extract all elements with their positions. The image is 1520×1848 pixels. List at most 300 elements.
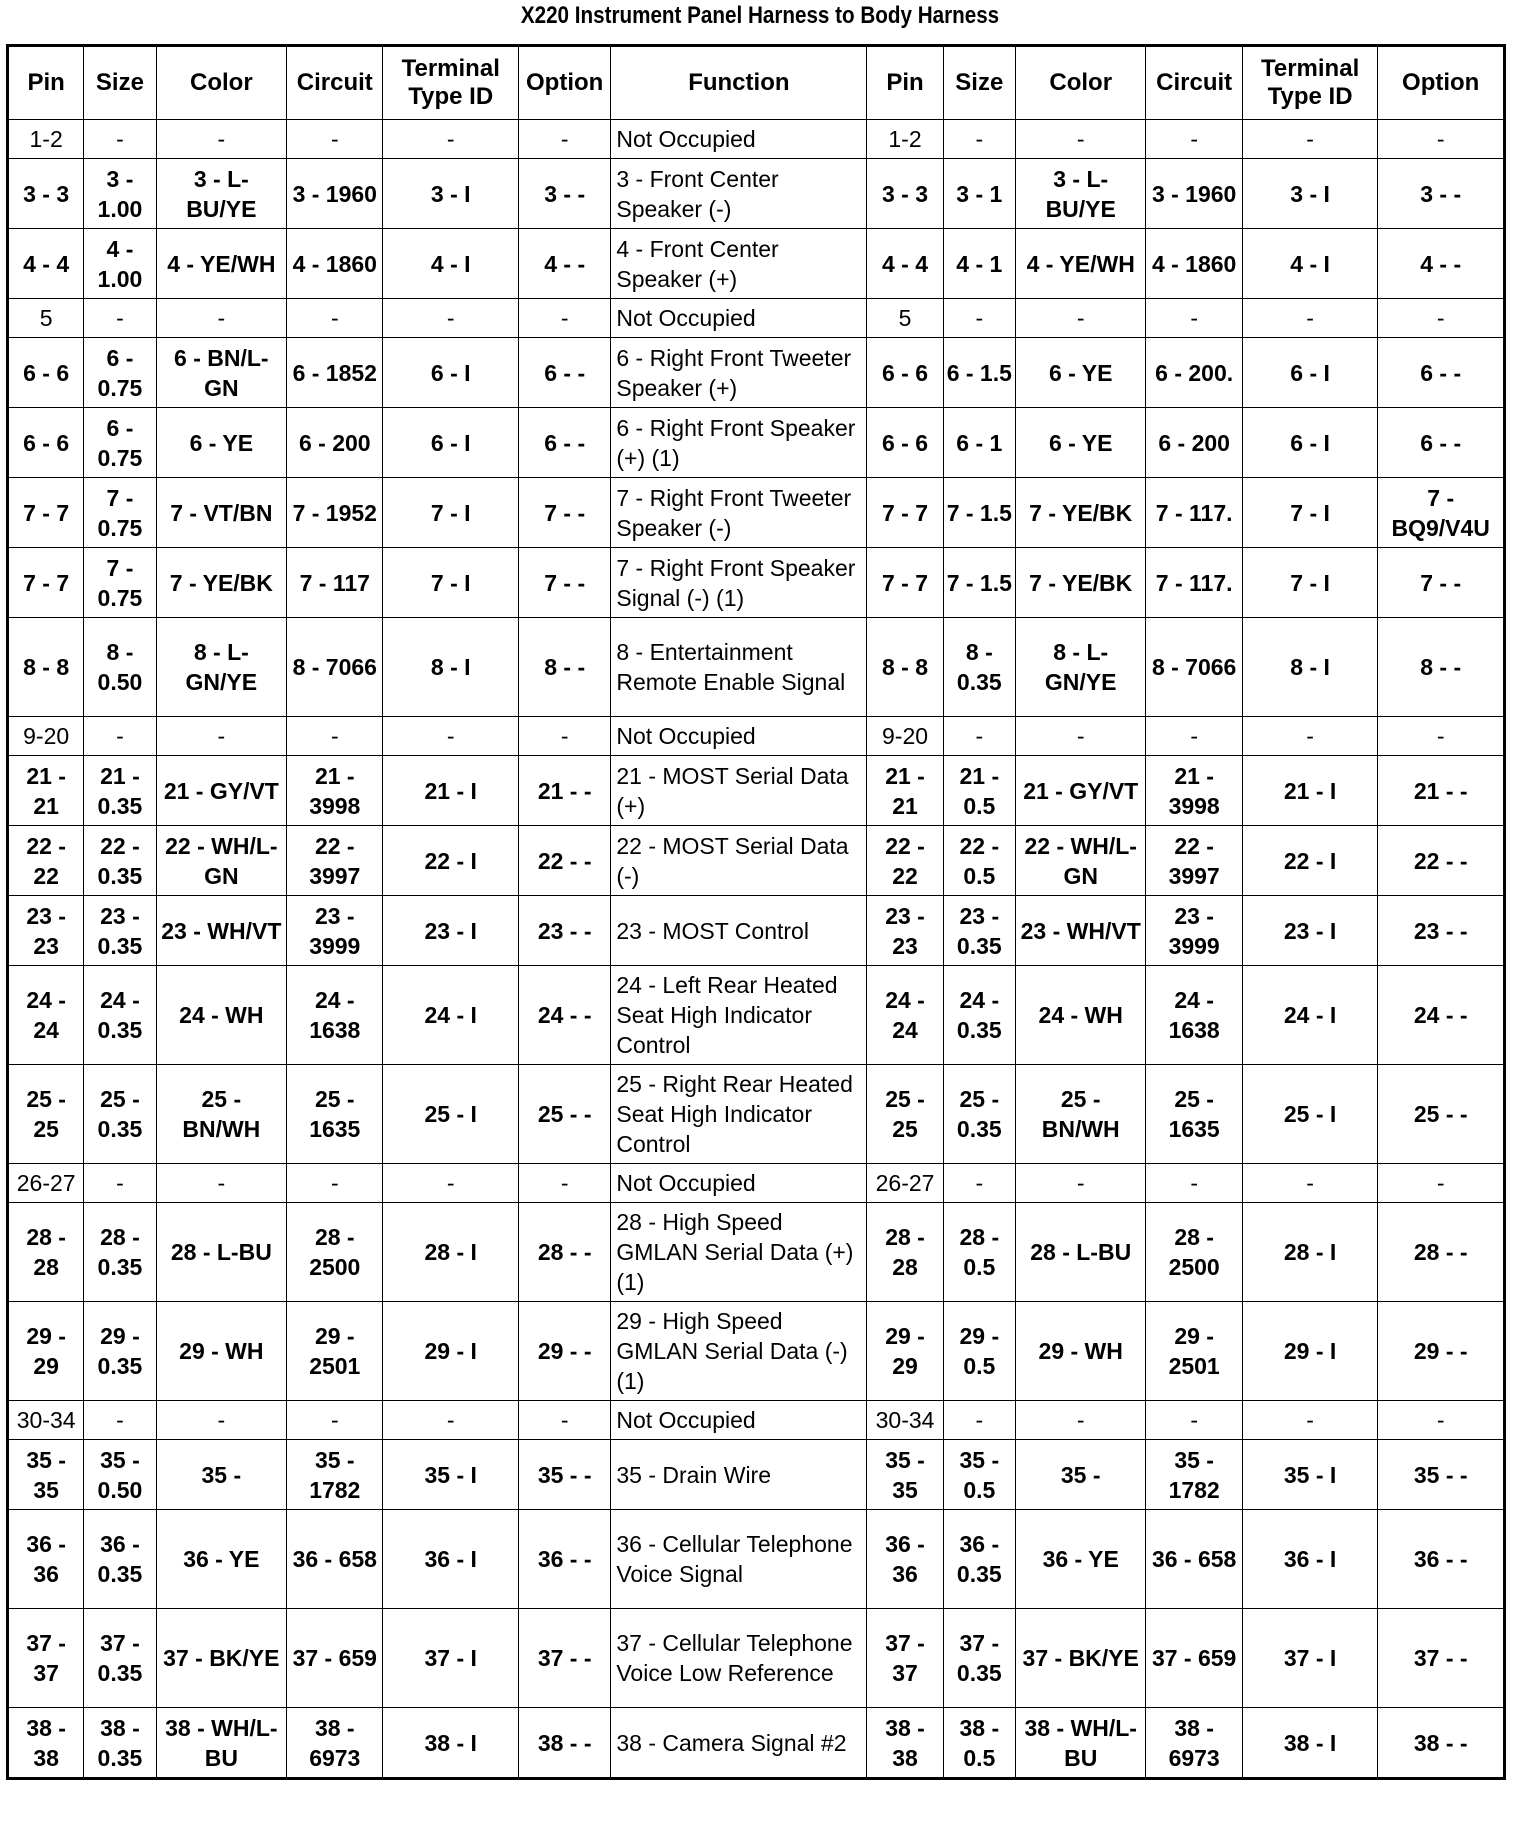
color-cell-2: -: [1015, 299, 1146, 338]
terminal-type-cell-2: 7 - I: [1242, 548, 1378, 618]
circuit-cell: -: [287, 1401, 383, 1440]
header-pin: Pin: [8, 46, 84, 120]
function-cell: 7 - Right Front Speaker Signal (-) (1): [611, 548, 867, 618]
pin-cell: 23 - 23: [8, 896, 84, 966]
pin-cell-2: 21 - 21: [867, 756, 943, 826]
size-cell-2: -: [943, 717, 1015, 756]
color-cell: 35 -: [156, 1440, 287, 1510]
color-cell: 7 - YE/BK: [156, 548, 287, 618]
option-cell: 7 - -: [519, 478, 611, 548]
circuit-cell-2: 22 - 3997: [1146, 826, 1242, 896]
pin-cell-2: 28 - 28: [867, 1203, 943, 1302]
terminal-type-cell-2: 7 - I: [1242, 478, 1378, 548]
option-cell-2: -: [1378, 299, 1505, 338]
color-cell: 7 - VT/BN: [156, 478, 287, 548]
terminal-type-cell: 4 - I: [383, 229, 519, 299]
circuit-cell: 8 - 7066: [287, 618, 383, 717]
size-cell: 22 - 0.35: [84, 826, 156, 896]
option-cell-2: 6 - -: [1378, 338, 1505, 408]
color-cell-2: -: [1015, 1164, 1146, 1203]
pin-cell-2: 24 - 24: [867, 966, 943, 1065]
table-row: [8, 1510, 1505, 1609]
circuit-cell-2: 37 - 659: [1146, 1609, 1242, 1708]
pin-cell-2: 37 - 37: [867, 1609, 943, 1708]
table-row: [8, 896, 1505, 966]
pin-cell: 5: [8, 299, 84, 338]
color-cell-2: 38 - WH/L-BU: [1015, 1708, 1146, 1779]
terminal-type-cell: 3 - I: [383, 159, 519, 229]
size-cell-2: 24 - 0.35: [943, 966, 1015, 1065]
function-cell: 36 - Cellular Telephone Voice Signal: [611, 1510, 867, 1609]
pin-cell-2: 23 - 23: [867, 896, 943, 966]
terminal-type-cell: 8 - I: [383, 618, 519, 717]
pin-cell: 6 - 6: [8, 408, 84, 478]
circuit-cell: 21 - 3998: [287, 756, 383, 826]
pin-cell: 28 - 28: [8, 1203, 84, 1302]
function-cell: 21 - MOST Serial Data (+): [611, 756, 867, 826]
circuit-cell-2: 3 - 1960: [1146, 159, 1242, 229]
circuit-cell-2: 7 - 117.: [1146, 548, 1242, 618]
option-cell-2: 7 - BQ9/V4U: [1378, 478, 1505, 548]
color-cell: -: [156, 1401, 287, 1440]
header-size: Size: [84, 46, 156, 120]
pin-cell-2: 7 - 7: [867, 548, 943, 618]
color-cell-2: 28 - L-BU: [1015, 1203, 1146, 1302]
option-cell: 29 - -: [519, 1302, 611, 1401]
terminal-type-cell-2: 25 - I: [1242, 1065, 1378, 1164]
circuit-cell-2: 4 - 1860: [1146, 229, 1242, 299]
pin-cell-2: 26-27: [867, 1164, 943, 1203]
option-cell-2: 3 - -: [1378, 159, 1505, 229]
function-cell: 8 - Entertainment Remote Enable Signal: [611, 618, 867, 717]
circuit-cell: 22 - 3997: [287, 826, 383, 896]
circuit-cell-2: 6 - 200: [1146, 408, 1242, 478]
color-cell-2: -: [1015, 1401, 1146, 1440]
color-cell-2: 21 - GY/VT: [1015, 756, 1146, 826]
size-cell: 3 - 1.00: [84, 159, 156, 229]
size-cell-2: -: [943, 1164, 1015, 1203]
color-cell: 22 - WH/L-GN: [156, 826, 287, 896]
table-header-row: [8, 46, 1505, 120]
circuit-cell: 24 - 1638: [287, 966, 383, 1065]
pin-cell-2: 30-34: [867, 1401, 943, 1440]
circuit-cell-2: -: [1146, 1164, 1242, 1203]
terminal-type-cell-2: 8 - I: [1242, 618, 1378, 717]
color-cell-2: 8 - L-GN/YE: [1015, 618, 1146, 717]
terminal-type-cell: 29 - I: [383, 1302, 519, 1401]
function-cell: 35 - Drain Wire: [611, 1440, 867, 1510]
terminal-type-cell-2: 28 - I: [1242, 1203, 1378, 1302]
color-cell-2: 25 - BN/WH: [1015, 1065, 1146, 1164]
option-cell: 24 - -: [519, 966, 611, 1065]
terminal-type-cell: -: [383, 1401, 519, 1440]
option-cell-2: -: [1378, 1164, 1505, 1203]
function-cell: 6 - Right Front Speaker (+) (1): [611, 408, 867, 478]
header-terminal-type-id-2: Terminal Type ID: [1242, 46, 1378, 120]
header-color: Color: [156, 46, 287, 120]
table-row: [8, 756, 1505, 826]
option-cell: 37 - -: [519, 1609, 611, 1708]
table-row: [8, 1401, 1505, 1440]
terminal-type-cell: 6 - I: [383, 338, 519, 408]
pin-cell: 26-27: [8, 1164, 84, 1203]
option-cell: 22 - -: [519, 826, 611, 896]
option-cell: 6 - -: [519, 408, 611, 478]
function-cell: 4 - Front Center Speaker (+): [611, 229, 867, 299]
color-cell: 3 - L-BU/YE: [156, 159, 287, 229]
color-cell-2: 3 - L-BU/YE: [1015, 159, 1146, 229]
pin-cell-2: 25 - 25: [867, 1065, 943, 1164]
color-cell-2: 7 - YE/BK: [1015, 548, 1146, 618]
color-cell: 25 - BN/WH: [156, 1065, 287, 1164]
option-cell: 6 - -: [519, 338, 611, 408]
color-cell: -: [156, 120, 287, 159]
size-cell: 37 - 0.35: [84, 1609, 156, 1708]
header-terminal-type-id: Terminal Type ID: [383, 46, 519, 120]
option-cell: -: [519, 299, 611, 338]
pin-cell: 9-20: [8, 717, 84, 756]
circuit-cell: 7 - 117: [287, 548, 383, 618]
size-cell-2: 8 - 0.35: [943, 618, 1015, 717]
terminal-type-cell-2: 23 - I: [1242, 896, 1378, 966]
size-cell: 6 - 0.75: [84, 338, 156, 408]
pin-cell: 24 - 24: [8, 966, 84, 1065]
size-cell-2: 22 - 0.5: [943, 826, 1015, 896]
pin-cell: 22 - 22: [8, 826, 84, 896]
table-row: [8, 717, 1505, 756]
circuit-cell: 35 - 1782: [287, 1440, 383, 1510]
table-row: [8, 120, 1505, 159]
harness-table: [6, 44, 1506, 1780]
color-cell: 4 - YE/WH: [156, 229, 287, 299]
terminal-type-cell: -: [383, 1164, 519, 1203]
color-cell: 37 - BK/YE: [156, 1609, 287, 1708]
terminal-type-cell: 37 - I: [383, 1609, 519, 1708]
circuit-cell-2: -: [1146, 717, 1242, 756]
header-option: Option: [519, 46, 611, 120]
pin-cell: 6 - 6: [8, 338, 84, 408]
color-cell-2: 29 - WH: [1015, 1302, 1146, 1401]
terminal-type-cell: -: [383, 120, 519, 159]
size-cell-2: 6 - 1: [943, 408, 1015, 478]
color-cell: 8 - L-GN/YE: [156, 618, 287, 717]
option-cell-2: -: [1378, 717, 1505, 756]
terminal-type-cell-2: -: [1242, 1401, 1378, 1440]
table-row: [8, 478, 1505, 548]
table-row: [8, 1708, 1505, 1779]
pin-cell-2: 36 - 36: [867, 1510, 943, 1609]
option-cell: 38 - -: [519, 1708, 611, 1779]
size-cell: -: [84, 1401, 156, 1440]
circuit-cell-2: 25 - 1635: [1146, 1065, 1242, 1164]
table-row: [8, 826, 1505, 896]
circuit-cell-2: 23 - 3999: [1146, 896, 1242, 966]
circuit-cell: 23 - 3999: [287, 896, 383, 966]
table-row: [8, 1609, 1505, 1708]
circuit-cell-2: 7 - 117.: [1146, 478, 1242, 548]
circuit-cell-2: -: [1146, 120, 1242, 159]
table-row: [8, 1203, 1505, 1302]
option-cell-2: 38 - -: [1378, 1708, 1505, 1779]
terminal-type-cell-2: -: [1242, 1164, 1378, 1203]
pin-cell: 21 - 21: [8, 756, 84, 826]
circuit-cell-2: 36 - 658: [1146, 1510, 1242, 1609]
table-row: [8, 299, 1505, 338]
color-cell: 6 - BN/L-GN: [156, 338, 287, 408]
color-cell-2: 35 -: [1015, 1440, 1146, 1510]
size-cell-2: 37 - 0.35: [943, 1609, 1015, 1708]
size-cell-2: 3 - 1: [943, 159, 1015, 229]
option-cell-2: 7 - -: [1378, 548, 1505, 618]
color-cell: 36 - YE: [156, 1510, 287, 1609]
size-cell-2: 25 - 0.35: [943, 1065, 1015, 1164]
pin-cell-2: 5: [867, 299, 943, 338]
pin-cell: 7 - 7: [8, 548, 84, 618]
color-cell: 24 - WH: [156, 966, 287, 1065]
size-cell-2: -: [943, 1401, 1015, 1440]
circuit-cell-2: 38 - 6973: [1146, 1708, 1242, 1779]
function-cell: 38 - Camera Signal #2: [611, 1708, 867, 1779]
terminal-type-cell: 7 - I: [383, 478, 519, 548]
circuit-cell: 38 - 6973: [287, 1708, 383, 1779]
circuit-cell: 6 - 1852: [287, 338, 383, 408]
size-cell: 28 - 0.35: [84, 1203, 156, 1302]
terminal-type-cell-2: 37 - I: [1242, 1609, 1378, 1708]
option-cell: -: [519, 120, 611, 159]
circuit-cell: 3 - 1960: [287, 159, 383, 229]
size-cell: 8 - 0.50: [84, 618, 156, 717]
circuit-cell: 37 - 659: [287, 1609, 383, 1708]
circuit-cell: 36 - 658: [287, 1510, 383, 1609]
option-cell: -: [519, 717, 611, 756]
pin-cell-2: 6 - 6: [867, 338, 943, 408]
pin-cell-2: 9-20: [867, 717, 943, 756]
option-cell-2: 4 - -: [1378, 229, 1505, 299]
circuit-cell: 25 - 1635: [287, 1065, 383, 1164]
color-cell: -: [156, 299, 287, 338]
terminal-type-cell: 35 - I: [383, 1440, 519, 1510]
option-cell: 3 - -: [519, 159, 611, 229]
color-cell-2: -: [1015, 717, 1146, 756]
color-cell-2: 7 - YE/BK: [1015, 478, 1146, 548]
circuit-cell: -: [287, 1164, 383, 1203]
circuit-cell: 6 - 200: [287, 408, 383, 478]
function-cell: Not Occupied: [611, 1401, 867, 1440]
terminal-type-cell: 21 - I: [383, 756, 519, 826]
size-cell: -: [84, 120, 156, 159]
size-cell-2: 35 - 0.5: [943, 1440, 1015, 1510]
pin-cell-2: 1-2: [867, 120, 943, 159]
circuit-cell-2: 29 - 2501: [1146, 1302, 1242, 1401]
color-cell: -: [156, 717, 287, 756]
pin-cell-2: 35 - 35: [867, 1440, 943, 1510]
option-cell: 8 - -: [519, 618, 611, 717]
header-option-2: Option: [1378, 46, 1505, 120]
terminal-type-cell-2: 36 - I: [1242, 1510, 1378, 1609]
size-cell-2: 6 - 1.5: [943, 338, 1015, 408]
color-cell: 6 - YE: [156, 408, 287, 478]
terminal-type-cell-2: 3 - I: [1242, 159, 1378, 229]
terminal-type-cell: 23 - I: [383, 896, 519, 966]
function-cell: 7 - Right Front Tweeter Speaker (-): [611, 478, 867, 548]
option-cell-2: -: [1378, 1401, 1505, 1440]
terminal-type-cell: 7 - I: [383, 548, 519, 618]
header-pin-2: Pin: [867, 46, 943, 120]
pin-cell: 4 - 4: [8, 229, 84, 299]
option-cell: 28 - -: [519, 1203, 611, 1302]
option-cell: 25 - -: [519, 1065, 611, 1164]
pin-cell: 30-34: [8, 1401, 84, 1440]
color-cell: 28 - L-BU: [156, 1203, 287, 1302]
pin-cell: 8 - 8: [8, 618, 84, 717]
table-row: [8, 1440, 1505, 1510]
size-cell-2: -: [943, 299, 1015, 338]
size-cell-2: 7 - 1.5: [943, 478, 1015, 548]
option-cell-2: 24 - -: [1378, 966, 1505, 1065]
function-cell: 28 - High Speed GMLAN Serial Data (+) (1): [611, 1203, 867, 1302]
option-cell: 36 - -: [519, 1510, 611, 1609]
option-cell-2: 35 - -: [1378, 1440, 1505, 1510]
circuit-cell-2: 21 - 3998: [1146, 756, 1242, 826]
function-cell: Not Occupied: [611, 1164, 867, 1203]
function-cell: 23 - MOST Control: [611, 896, 867, 966]
size-cell: 21 - 0.35: [84, 756, 156, 826]
size-cell: 7 - 0.75: [84, 548, 156, 618]
pin-cell: 25 - 25: [8, 1065, 84, 1164]
pin-cell-2: 4 - 4: [867, 229, 943, 299]
table-row: [8, 548, 1505, 618]
terminal-type-cell-2: 6 - I: [1242, 408, 1378, 478]
option-cell: 4 - -: [519, 229, 611, 299]
option-cell-2: 8 - -: [1378, 618, 1505, 717]
circuit-cell-2: 28 - 2500: [1146, 1203, 1242, 1302]
size-cell: 35 - 0.50: [84, 1440, 156, 1510]
size-cell: 25 - 0.35: [84, 1065, 156, 1164]
header-size-2: Size: [943, 46, 1015, 120]
terminal-type-cell-2: 24 - I: [1242, 966, 1378, 1065]
circuit-cell: -: [287, 299, 383, 338]
pin-cell: 37 - 37: [8, 1609, 84, 1708]
pin-cell-2: 38 - 38: [867, 1708, 943, 1779]
pin-cell-2: 8 - 8: [867, 618, 943, 717]
option-cell: 23 - -: [519, 896, 611, 966]
size-cell: -: [84, 1164, 156, 1203]
function-cell: Not Occupied: [611, 120, 867, 159]
header-circuit-2: Circuit: [1146, 46, 1242, 120]
option-cell: 21 - -: [519, 756, 611, 826]
terminal-type-cell-2: 4 - I: [1242, 229, 1378, 299]
size-cell: 4 - 1.00: [84, 229, 156, 299]
terminal-type-cell: 25 - I: [383, 1065, 519, 1164]
option-cell-2: 36 - -: [1378, 1510, 1505, 1609]
size-cell-2: 38 - 0.5: [943, 1708, 1015, 1779]
color-cell-2: -: [1015, 120, 1146, 159]
color-cell: 21 - GY/VT: [156, 756, 287, 826]
terminal-type-cell: 24 - I: [383, 966, 519, 1065]
function-cell: 24 - Left Rear Heated Seat High Indicator Control: [611, 966, 867, 1065]
option-cell: 35 - -: [519, 1440, 611, 1510]
circuit-cell: 4 - 1860: [287, 229, 383, 299]
header-color-2: Color: [1015, 46, 1146, 120]
size-cell-2: 36 - 0.35: [943, 1510, 1015, 1609]
header-circuit: Circuit: [287, 46, 383, 120]
terminal-type-cell-2: 35 - I: [1242, 1440, 1378, 1510]
table-row: [8, 229, 1505, 299]
option-cell-2: 23 - -: [1378, 896, 1505, 966]
circuit-cell-2: 6 - 200.: [1146, 338, 1242, 408]
color-cell: -: [156, 1164, 287, 1203]
table-row: [8, 1302, 1505, 1401]
size-cell: 29 - 0.35: [84, 1302, 156, 1401]
size-cell: 7 - 0.75: [84, 478, 156, 548]
table-row: [8, 338, 1505, 408]
size-cell: -: [84, 717, 156, 756]
option-cell-2: 21 - -: [1378, 756, 1505, 826]
size-cell: 23 - 0.35: [84, 896, 156, 966]
circuit-cell-2: -: [1146, 299, 1242, 338]
terminal-type-cell: 28 - I: [383, 1203, 519, 1302]
option-cell: 7 - -: [519, 548, 611, 618]
pin-cell: 29 - 29: [8, 1302, 84, 1401]
color-cell: 38 - WH/L-BU: [156, 1708, 287, 1779]
terminal-type-cell-2: 22 - I: [1242, 826, 1378, 896]
terminal-type-cell: -: [383, 299, 519, 338]
circuit-cell: 7 - 1952: [287, 478, 383, 548]
table-row: [8, 1065, 1505, 1164]
table-row: [8, 408, 1505, 478]
function-cell: 25 - Right Rear Heated Seat High Indicator Control: [611, 1065, 867, 1164]
function-cell: 6 - Right Front Tweeter Speaker (+): [611, 338, 867, 408]
pin-cell: 3 - 3: [8, 159, 84, 229]
pin-cell-2: 6 - 6: [867, 408, 943, 478]
color-cell-2: 6 - YE: [1015, 408, 1146, 478]
size-cell: 36 - 0.35: [84, 1510, 156, 1609]
color-cell: 23 - WH/VT: [156, 896, 287, 966]
size-cell-2: 21 - 0.5: [943, 756, 1015, 826]
pin-cell-2: 7 - 7: [867, 478, 943, 548]
color-cell: 29 - WH: [156, 1302, 287, 1401]
option-cell-2: 28 - -: [1378, 1203, 1505, 1302]
terminal-type-cell-2: 6 - I: [1242, 338, 1378, 408]
document-title: X220 Instrument Panel Harness to Body Harness: [520, 2, 1000, 29]
size-cell: 24 - 0.35: [84, 966, 156, 1065]
circuit-cell: -: [287, 717, 383, 756]
color-cell-2: 36 - YE: [1015, 1510, 1146, 1609]
color-cell-2: 6 - YE: [1015, 338, 1146, 408]
size-cell: 38 - 0.35: [84, 1708, 156, 1779]
circuit-cell-2: 35 - 1782: [1146, 1440, 1242, 1510]
circuit-cell-2: 24 - 1638: [1146, 966, 1242, 1065]
size-cell-2: 29 - 0.5: [943, 1302, 1015, 1401]
pin-cell: 38 - 38: [8, 1708, 84, 1779]
color-cell-2: 37 - BK/YE: [1015, 1609, 1146, 1708]
table-row: [8, 966, 1505, 1065]
option-cell-2: -: [1378, 120, 1505, 159]
function-cell: Not Occupied: [611, 717, 867, 756]
function-cell: 22 - MOST Serial Data (-): [611, 826, 867, 896]
size-cell: -: [84, 299, 156, 338]
size-cell-2: 28 - 0.5: [943, 1203, 1015, 1302]
option-cell-2: 22 - -: [1378, 826, 1505, 896]
color-cell-2: 24 - WH: [1015, 966, 1146, 1065]
pin-cell-2: 3 - 3: [867, 159, 943, 229]
terminal-type-cell-2: -: [1242, 120, 1378, 159]
option-cell-2: 29 - -: [1378, 1302, 1505, 1401]
option-cell-2: 25 - -: [1378, 1065, 1505, 1164]
circuit-cell: 28 - 2500: [287, 1203, 383, 1302]
size-cell-2: -: [943, 120, 1015, 159]
terminal-type-cell-2: -: [1242, 717, 1378, 756]
